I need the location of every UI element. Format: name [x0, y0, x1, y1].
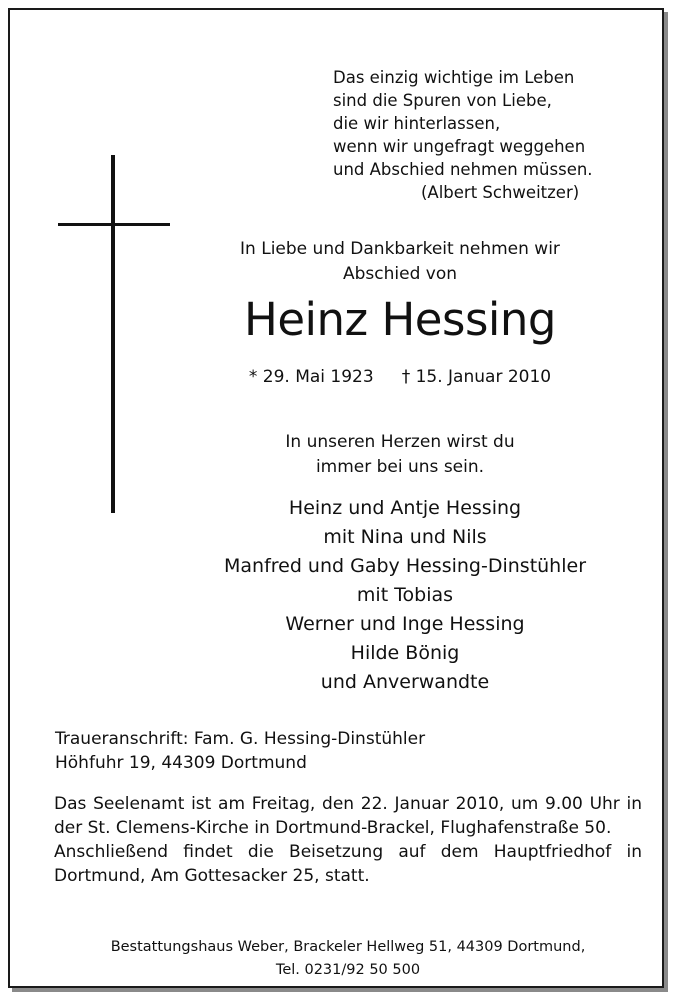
life-dates [170, 365, 630, 389]
funeral-home-phone: Tel. 0231/92 50 500 [275, 962, 421, 978]
family-line: und Anverwandte [320, 671, 490, 693]
address-line: Höhfuhr 19, 44309 Dortmund [55, 753, 307, 773]
family-line: Werner und Inge Hessing [285, 613, 525, 635]
memorial-line: immer bei uns sein. [315, 457, 485, 477]
intro-text [170, 237, 630, 287]
quote-line: die wir hinterlassen, [333, 114, 501, 133]
quote-author: (Albert Schweitzer) [421, 183, 580, 202]
mourning-address [55, 727, 425, 775]
family-line: mit Nina und Nils [323, 526, 487, 548]
intro-line: Abschied von [342, 264, 457, 284]
obituary-notice [8, 8, 664, 988]
address-line: Traueranschrift: Fam. G. Hessing-Dinstühler [55, 729, 426, 749]
family-list [130, 494, 676, 697]
quote-line: sind die Spuren von Liebe, [333, 91, 552, 110]
quote-block [333, 66, 643, 204]
quote-line: wenn wir ungefragt weggehen [333, 137, 586, 156]
funeral-home-info [40, 936, 656, 982]
quote-line: und Abschied nehmen müssen. [333, 160, 593, 179]
requiem-paragraph: Das Seelenamt ist am Freitag, den 22. Januar 2010, um 9.00 Uhr in der St. Clemens-Kirche in Dortmund-Brackel, Flughafenstraße 50. [54, 794, 642, 838]
memorial-line: In unseren Herzen wirst du [285, 432, 515, 452]
quote-line: Das einzig wichtige im Leben [333, 68, 575, 87]
cross-vertical-bar [111, 155, 115, 513]
service-details [54, 792, 642, 888]
funeral-home-address: Bestattungshaus Weber, Brackeler Hellweg 51, 44309 Dortmund, [110, 939, 586, 955]
burial-paragraph: Anschließend findet die Beisetzung auf dem Hauptfriedhof in Dortmund, Am Gottesacker 25, statt. [54, 842, 642, 886]
family-line: Manfred und Gaby Hessing-Dinstühler [223, 555, 587, 577]
deceased-name: Heinz Hessing [244, 293, 556, 346]
family-line: Hilde Bönig [350, 642, 460, 664]
intro-line: In Liebe und Dankbarkeit nehmen wir [240, 239, 560, 259]
birth-date: * 29. Mai 1923 [248, 367, 374, 387]
death-date: † 15. Januar 2010 [401, 367, 552, 387]
memorial-phrase [170, 430, 630, 480]
family-line: Heinz und Antje Hessing [288, 497, 522, 519]
cross-horizontal-bar [58, 223, 170, 226]
family-line: mit Tobias [356, 584, 454, 606]
